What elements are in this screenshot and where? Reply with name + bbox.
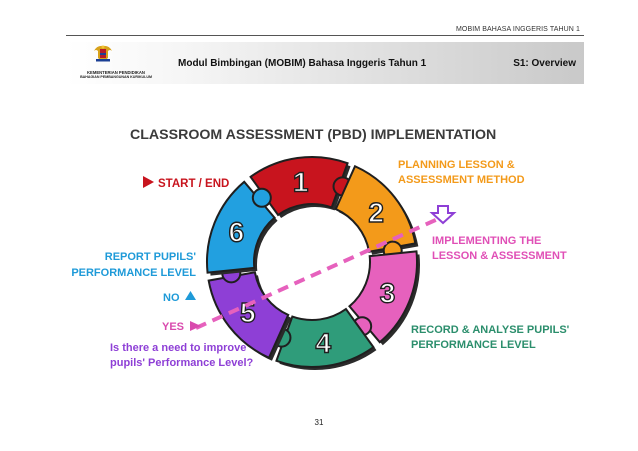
piece-number-2: 2	[368, 196, 385, 228]
question-line1: Is there a need to improve	[110, 342, 247, 354]
piece-number-1: 1	[292, 166, 309, 198]
record-label-line1: RECORD & ANALYSE PUPILS'	[411, 324, 570, 336]
start-triangle-icon	[143, 176, 154, 188]
planning-label-line2: ASSESSMENT METHOD	[398, 174, 525, 186]
running-header: MOBIM BAHASA INGGERIS TAHUN 1	[456, 26, 580, 33]
puzzle-knob-6	[253, 189, 271, 207]
section-label: S1: Overview	[513, 58, 576, 69]
module-title: Modul Bimbingan (MOBIM) Bahasa Inggeris Tahun 1	[178, 58, 427, 69]
planning-label-line1: PLANNING LESSON &	[398, 159, 515, 171]
puzzle-ring	[207, 157, 420, 370]
implementing-label-line1: IMPLEMENTING THE	[432, 235, 542, 247]
ministry-division: BAHAGIAN PEMBANGUNAN KURIKULUM	[80, 75, 152, 79]
record-label-line2: PERFORMANCE LEVEL	[411, 339, 536, 351]
page-number: 31	[314, 418, 324, 427]
start-end-label: START / END	[158, 178, 230, 190]
piece-number-4: 4	[315, 327, 332, 359]
piece-number-5: 5	[239, 297, 256, 329]
no-label: NO	[163, 292, 180, 304]
yes-label: YES	[162, 321, 185, 333]
report-label-line1: REPORT PUPILS'	[104, 251, 196, 263]
yes-right-triangle-icon	[190, 321, 201, 331]
implementing-label-line2: LESSON & ASSESSMENT	[432, 250, 567, 262]
report-label-line2: PERFORMANCE LEVEL	[71, 267, 196, 279]
slide-title: CLASSROOM ASSESSMENT (PBD) IMPLEMENTATION	[130, 127, 497, 143]
no-up-triangle-icon	[185, 291, 196, 300]
ministry-name: KEMENTERIAN PENDIDIKAN	[87, 70, 145, 75]
question-line2: pupils' Performance Level?	[110, 357, 254, 369]
piece-number-6: 6	[228, 216, 245, 248]
piece-number-3: 3	[379, 277, 396, 309]
